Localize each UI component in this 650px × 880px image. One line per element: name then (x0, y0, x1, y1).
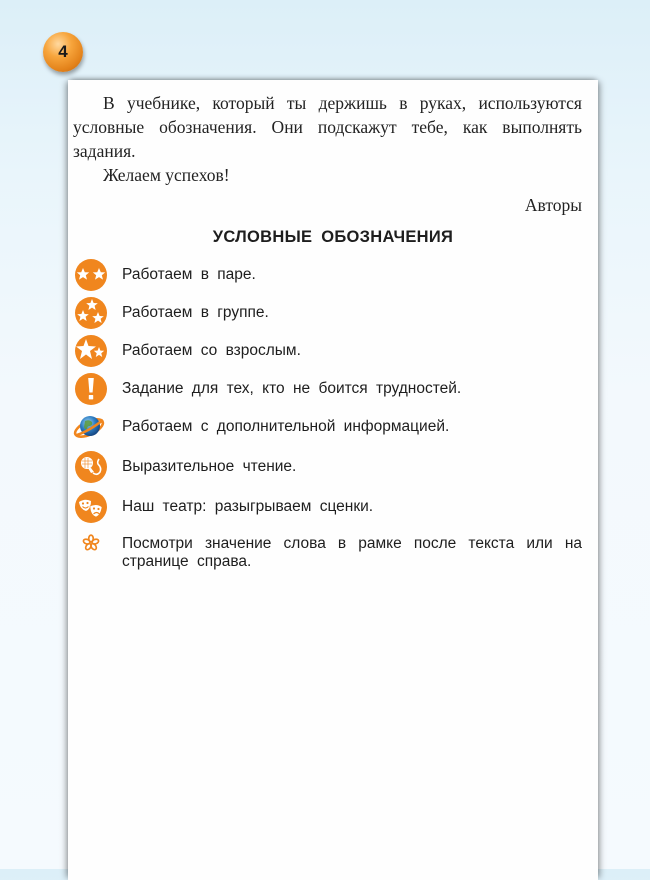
microphone-icon (75, 451, 107, 483)
intro-paragraph: В учебнике, который ты держишь в руках, используются условные обозначения. Они подскажут тебе, как выполнять задания. (73, 93, 582, 161)
legend-label: Работаем с дополнительной информацией. (122, 418, 450, 435)
legend-item-group (68, 297, 598, 333)
legend-item-glossary (68, 530, 598, 576)
legend-label: Работаем в группе. (122, 304, 269, 321)
legend-label: Работаем в паре. (122, 266, 256, 283)
legend-item-theatre (68, 491, 598, 527)
legend-label: Работаем со взрослым. (122, 342, 301, 359)
asterisk-flower-icon (82, 534, 100, 552)
legend-item-adult (68, 335, 598, 371)
legend-label: Наш театр: разыгрываем сценки. (122, 498, 374, 515)
legend-title: УСЛОВНЫЕ ОБОЗНАЧЕНИЯ (212, 228, 454, 246)
legend-item-pair (68, 259, 598, 295)
page-number-badge (43, 32, 83, 72)
legend-item-reading (68, 451, 598, 487)
legend-item-extra-info (68, 411, 598, 447)
legend-label: Посмотри значение слова в рамке после текста или на странице справа. (122, 535, 582, 570)
exclamation-icon (75, 373, 107, 405)
adult-work-icon (75, 335, 107, 367)
legend-label: Задание для тех, кто не боится трудностей. (122, 380, 462, 397)
globe-icon (71, 411, 107, 443)
authors-signature: Авторы (524, 195, 582, 215)
legend-item-hard-task (68, 373, 598, 409)
pair-work-icon (75, 259, 107, 291)
intro-wish: Желаем успехов! (103, 165, 230, 185)
legend-label: Выразительное чтение. (122, 458, 297, 475)
intro-text (73, 91, 582, 217)
page-number: 4 (58, 42, 68, 61)
theatre-masks-icon (75, 491, 107, 523)
group-work-icon (75, 297, 107, 329)
textbook-page (68, 80, 598, 880)
